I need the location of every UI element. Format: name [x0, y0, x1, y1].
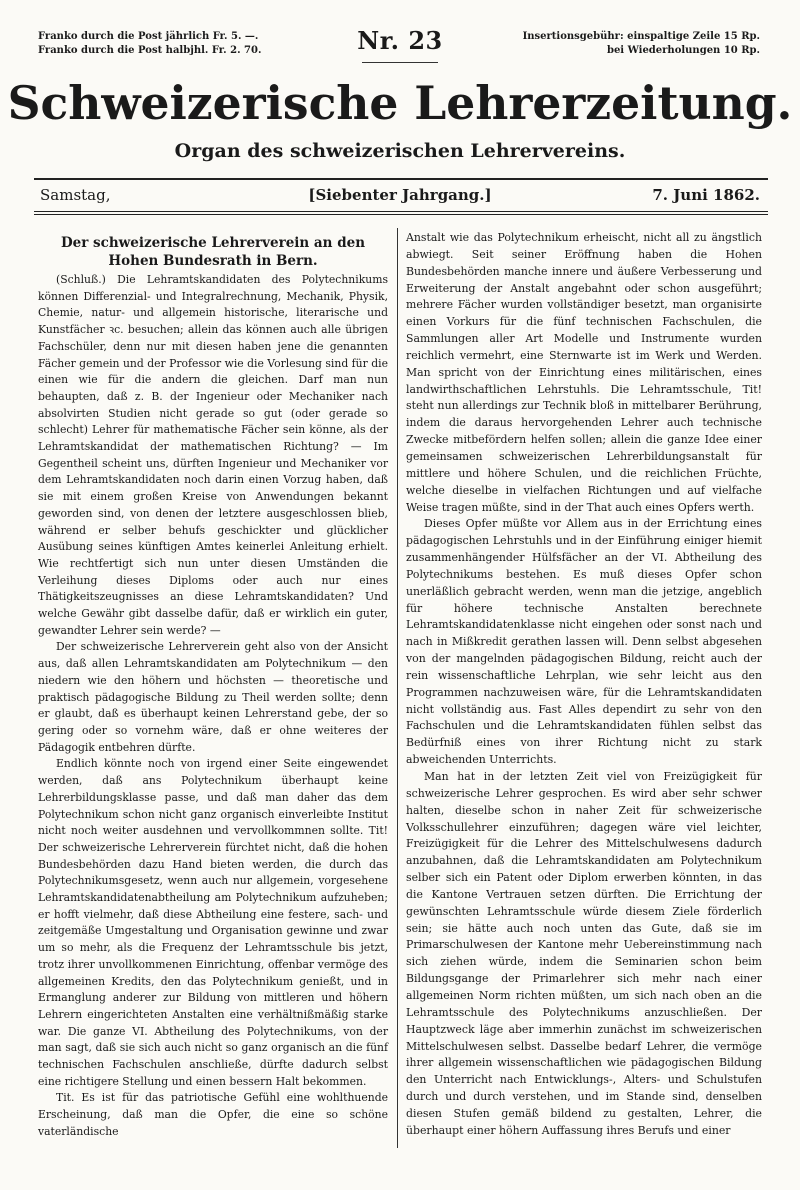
advert-line-single: Insertionsgebühr: einspaltige Zeile 15 Rp.: [522, 31, 760, 42]
article-paragraph: Endlich könnte noch von irgend einer Seite eingewendet werden, daß ans Polytechnikum überhaupt keine Lehrerbildungsklasse passe, und daß man daher das dem Polytechnikum schon nicht ganz organisch einverleibte Institut nicht noch weiter ausdehnen und vervollkommnen sollte. Tit! Der schweizerische Lehrerverein fürchtet nicht, daß die hohen Bundesbehörden dazu Hand bieten werden, die durch das Polytechnikumsgesetz, wenn auch nur allgemein, vorgesehene Lehramtskandidatenabtheilung am Polytechnikum aufzuheben; er hofft vielmehr, daß diese Abtheilung eine festere, sach- und zeitgemäße Umgestaltung und Organisation gewinne und zwar um so mehr, als die Frequenz der Lehramtsschule bis jetzt, trotz ihrer unvollkommenen Einrichtung, offenbar vermöge des allgemeinen Kredits, den das Polytechnikum genießt, und in Ermanglung anderer zur Bildung von mittleren und höhern Lehrern eingerichteten Anstalten eine verhältnißmäßig starke war. Die ganze VI. Abtheilung des Polytechnikums, von der man sagt, daß sie sich auch nicht so ganz organisch an die fünf technischen Fachschulen anschließe, dürfte dadurch selbst eine richtigere Stellung und einen bessern Halt bekommen.: [38, 757, 388, 1088]
advertising-info: [523, 30, 760, 58]
advert-line-repeat: bei Wiederholungen 10 Rp.: [606, 45, 760, 56]
subscription-line-halfyear: Franko durch die Post halbjhl. Fr. 2. 70.: [38, 45, 262, 56]
column-divider: [397, 228, 398, 1148]
masthead-title: Schweizerische Lehrerzeitung.: [7, 76, 793, 130]
article-paragraph: Man hat in der letzten Zeit viel von Freizügigkeit für schweizerische Lehrer gesprochen. Es wird aber sehr schwer halten, dieselbe schon in naher Zeit für schweizerische Volksschullehrer einzuführen; dagegen wäre viel leichter, Freizügigkeit für die Lehrer des Mittelschulwesens dadurch anzubahnen, daß die Lehramtskandidaten am Polytechnikum selber sich ein Patent oder Diplom erwerben könnten, in das die Kantone Vertrauen setzen dürften. Die Errichtung der gewünschten Lehramtsschule würde diesem Ziele förderlich sein; sie hätte auch noch unten das Gute, daß sie im Primarschulwesen der Kantone mehr Uebereinstimmung nach sich ziehen würde, indem die Seminarien schon beim Bildungsgange der Primarlehrer sich mehr nach einer allgemeinen Norm richten müßten, um sich nach oben an die Lehramtsschule des Polytechnikums anzuschließen. Der Hauptzweck läge aber immerhin zunächst im schweizerischen Mittelschulwesen selbst. Dasselbe bedarf Lehrer, die vermöge ihrer allgemein wissenschaftlichen wie pädagogischen Bildung den Unterricht nach Entwicklungs-, Alters- und Schulstufen durch und durch verstehen, und im Stande sind, denselben diesen Stufen gemäß bildend zu gestalten, Lehrer, die überhaupt einer höhern Auffassung ihres Berufs und einer: [406, 770, 762, 1137]
masthead-subtitle: Organ des schweizerischen Lehrervereins.: [174, 140, 626, 162]
article-paragraph: (Schluß.) Die Lehramtskandidaten des Polytechnikums können Differenzial- und Integralrechnung, Mechanik, Physik, Chemie, natur- und allgemein historische, literarische und Kunstfächer ꝛc. besuchen; allein das können auch alle übrigen Fachschüler, denn nur mit diesen haben jene die genannten Fächer gemein und der Professor wie die Vorlesung sind für die einen wie für die andern die gleichen. Darf man nun behaupten, daß z. B. der Ingenieur oder Mechaniker nach absolvirten Studien nicht gerade so gut (oder gerade so schlecht) Lehrer für mathematische Fächer sein könne, als der Lehramtskandidat der mathematischen Richtung? — Im Gegentheil scheint uns, dürften Ingenieur und Mechaniker vor dem Lehramtskandidaten noch darin einen Vorzug haben, daß sie mit einem großen Kreise von Anwendungen bekannt geworden sind, von denen der letztere ausgeschlossen blieb, während er selber behufs geschickter und glücklicher Ausübung seines künftigen Amtes keinerlei Anleitung erhielt. Wie rechtfertigt sich nun unter diesen Umständen die Verleihung dieses Diploms oder auch nur eines Thätigkeitszeugnisses an diese Lehramtskandidaten? Und welche Gewähr gibt dasselbe dafür, daß er wirklich ein guter, gewandter Lehrer sein werde? —: [38, 273, 388, 637]
dateline-date: 7. Juni 1862.: [652, 186, 760, 204]
article-right-column: [406, 230, 762, 1140]
dateline-bottom-rule-2: [34, 214, 768, 215]
article-paragraph: Anstalt wie das Polytechnikum erheischt, nicht all zu ängstlich abwiegt. Seit seiner Eröffnung haben die Hohen Bundesbehörden manche innere und äußere Verbesserung und Erweiterung der Anstalt angebahnt oder schon ausgeführt; mehrere Fächer wurden vollständiger besetzt, man organisirte einen Vorkurs für die fünf technischen Fachschulen, die Sammlungen aller Art Modelle und Instrumente wurden reichlich vermehrt, eine Sternwarte ist im Werk und Werden. Man spricht von der Einrichtung eines militärischen, eines landwirthschaftlichen Lehrstuhls. Die Lehramtsschule, Tit! steht nun allerdings zur Technik bloß in mittelbarer Berührung, indem die daraus hervorgehenden Lehrer auch technische Zwecke mitbefördern helfen sollen; allein die ganze Idee einer gemeinsamen schweizerischen Lehrerbildungsanstalt für mittlere und höhere Schulen, und die reichlichen Früchte, welche dieselbe in vielfachen Richtungen und auf vielfache Weise tragen müßte, sind in der That auch eines Opfers werth.: [406, 231, 762, 514]
dateline-volume: [Siebenter Jahrgang.]: [308, 186, 492, 204]
article-title: Der schweizerische Lehrerverein an den Hohen Bundesrath in Bern.: [60, 235, 366, 269]
article-paragraph: Tit. Es ist für das patriotische Gefühl eine wohlthuende Erscheinung, daß man die Opfer, die eine so schöne vaterländische: [38, 1091, 388, 1138]
dateline-day: Samstag,: [40, 186, 111, 204]
subscription-line-yearly: Franko durch die Post jährlich Fr. 5. —.: [38, 31, 259, 42]
issue-number: Nr. 23: [357, 26, 443, 55]
dateline-bottom-rule: [34, 211, 768, 212]
issue-underline: [362, 62, 438, 63]
article-left-column: [38, 232, 388, 1141]
article-paragraph: Dieses Opfer müßte vor Allem aus in der Errichtung eines pädagogischen Lehrstuhls und in der Einführung einiger hiemit zusammenhängender Hülfsfächer an der VI. Abtheilung des Polytechnikums bestehen. Es muß dieses Opfer schon unerläßlich gebracht werden, wenn man die jetzige, angeblich für höhere technische Anstalten berechnete Lehramtskandidatenklasse nicht eingehen oder sonst nach und nach in Mißkredit gerathen lassen will. Denn selbst abgesehen von der mangelnden pädagogischen Bildung, reicht auch der rein wissenschaftliche Lehrplan, wie sehr leicht aus den Programmen nachzuweisen wäre, für die Lehramtskandidaten nicht vollständig aus. Fast Alles dependirt zu sehr von den Fachschulen und die Lehramtskandidaten fühlen selbst das Bedürfniß eines von ihrer Richtung nicht zu stark abweichenden Unterrichts.: [406, 517, 762, 767]
article-paragraph: Der schweizerische Lehrerverein geht also von der Ansicht aus, daß allen Lehramtskandidaten am Polytechnikum — den niedern wie den höhern und höchsten — theoretische und praktisch pädagogische Bildung zu Theil werden sollte; denn er glaubt, daß es überhaupt keinen Lehrerstand gebe, der so gering oder so vornehm wäre, daß er ohne weiteres der Pädagogik entbehren dürfte.: [38, 640, 388, 754]
dateline-top-rule: [34, 178, 768, 180]
